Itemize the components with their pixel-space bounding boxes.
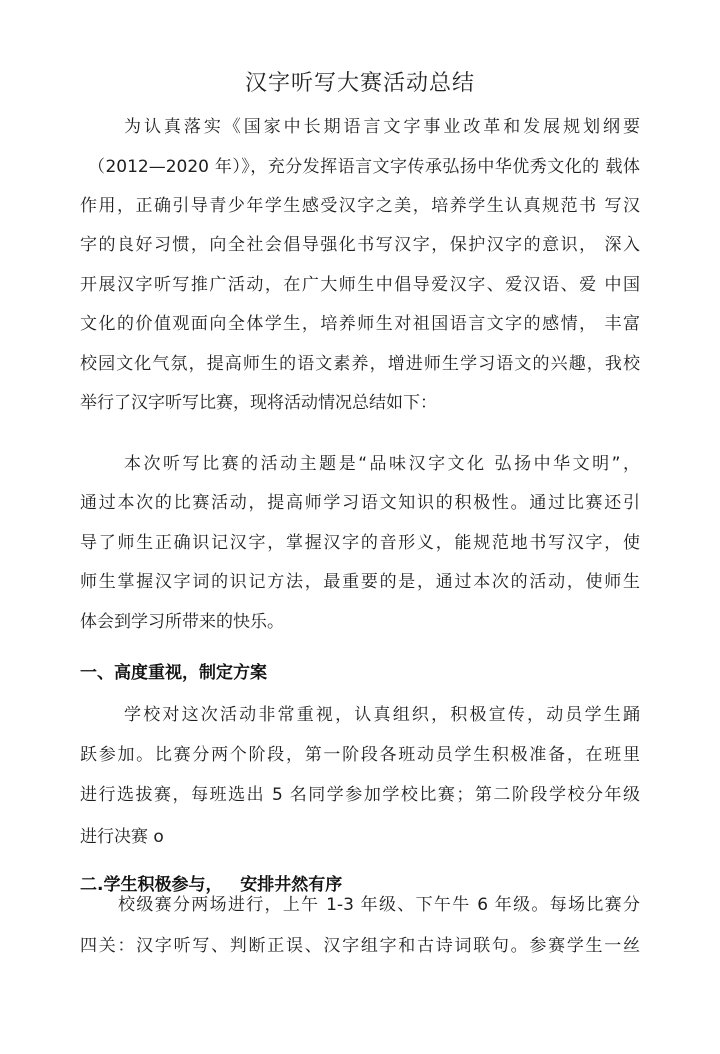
paragraph-line: 校级赛分两场进行，上午 1-3 年级、下午牛 6 年级。每场比赛分: [118, 895, 640, 915]
document-title: 汉字听写大赛活动总结: [244, 71, 475, 96]
paragraph-line: 校园文化气氛，提高师生的语文素养，增进师生学习语文的兴趣，我校: [80, 354, 640, 374]
paragraph-line: 开展汉字听写推广活动，在广大师生中倡导爱汉字、爱汉语、爱 中国: [80, 275, 640, 295]
paragraph-line: 体会到学习所带来的快乐。: [80, 612, 284, 632]
paragraph-line: 跃参加。比赛分两个阶段，第一阶段各班动员学生积极准备，在班里: [80, 745, 640, 765]
paragraph-line: 导了师生正确识记汉字，掌握汉字的音形义，能规范地书写汉字，使: [80, 533, 640, 553]
paragraph-line: 通过本次的比赛活动，提高师学习语文知识的积极性。通过比赛还引: [80, 493, 640, 513]
paragraph-line: 作用，正确引导青少年学生感受汉字之美，培养学生认真规范书 写汉: [80, 196, 640, 216]
section-heading: 二.学生积极参与， 安排井然有序: [80, 875, 343, 895]
paragraph-line: 学校对这次活动非常重视，认真组织，积极宣传，动员学生踊: [124, 705, 640, 725]
paragraph-line: 四关：汉字听写、判断正误、汉字组字和古诗词联句。参赛学生一丝: [80, 936, 640, 956]
paragraph-line: 本次听写比赛的活动主题是“品味汉字文化 弘扬中华文明”，: [124, 454, 640, 474]
section-heading: 一、高度重视，制定方案: [80, 663, 267, 683]
paragraph-line: 师生掌握汉字词的识记方法，最重要的是，通过本次的活动，使师生: [80, 572, 640, 592]
paragraph-line: 举行了汉字听写比赛，现将活动情况总结如下：: [80, 393, 437, 413]
paragraph-line: （2012—2020 年）》，充分发挥语言文字传承弘扬中华优秀文化的 载体: [88, 157, 640, 177]
paragraph-line: 文化的价值观面向全体学生，培养师生对祖国语言文字的感情， 丰富: [80, 314, 640, 334]
paragraph-line: 进行决赛 o: [80, 827, 164, 847]
paragraph-line: 字的良好习惯，向全社会倡导强化书写汉字，保护汉字的意识， 深入: [80, 235, 640, 255]
paragraph-line: 为认真落实《国家中长期语言文字事业改革和发展规划纲要: [124, 117, 640, 137]
paragraph-line: 进行选拔赛，每班选出 5 名同学参加学校比赛；第二阶段学校分年级: [80, 785, 640, 805]
